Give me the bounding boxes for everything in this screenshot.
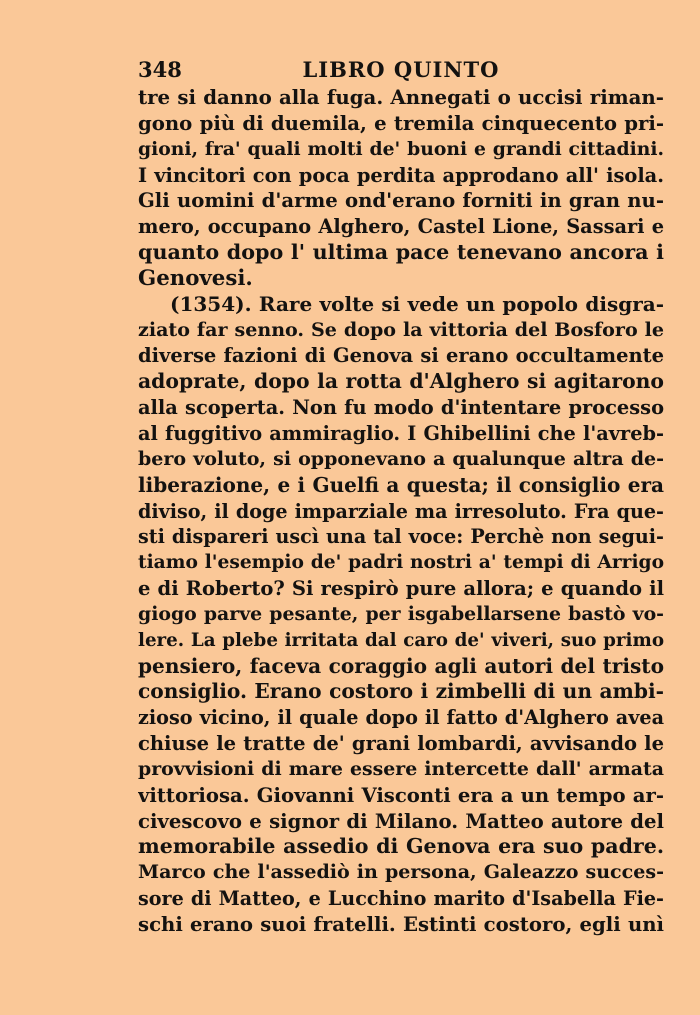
text-line: adoprate, dopo la rotta d'Alghero si agitarono bbox=[138, 369, 664, 394]
text-line: civescovo e signor di Milano. Matteo autore del bbox=[138, 809, 664, 833]
text-line: e di Roberto? Si respirò pure allora; e quando il bbox=[138, 577, 664, 601]
text-line: mero, occupano Alghero, Castel Lione, Sassari e bbox=[138, 215, 664, 239]
text-line: provvisioni di mare essere intercette dall' armata bbox=[138, 757, 664, 780]
text-line: sore di Matteo, e Lucchino marito d'Isabella Fie- bbox=[138, 887, 664, 911]
running-head bbox=[138, 55, 664, 85]
text-line: gono più di duemila, e tremila cinquecento pri- bbox=[138, 111, 664, 135]
text-line: zioso vicino, il quale dopo il fatto d'Alghero avea bbox=[138, 706, 664, 730]
text-line: Marco che l'assediò in persona, Galeazzo succes- bbox=[138, 861, 664, 884]
book-page bbox=[138, 55, 664, 938]
text-line: al fuggitivo ammiraglio. I Ghibellini che l'avreb- bbox=[138, 421, 664, 445]
text-line: chiuse le tratte de' grani lombardi, avvisando le bbox=[138, 732, 664, 756]
text-line: gioni, fra' quali molti de' buoni e grandi cittadini. bbox=[138, 137, 664, 160]
page-number: 348 bbox=[138, 57, 182, 82]
text-line: liberazione, e i Guelfi a questa; il consiglio era bbox=[138, 472, 664, 497]
text-line: I vincitori con poca perdita approdano all' isola. bbox=[138, 163, 664, 187]
text-line: bero voluto, si opponevano a qualunque altra de- bbox=[138, 447, 664, 470]
text-line: sti dispareri uscì una tal voce: Perchè non segui- bbox=[138, 525, 664, 549]
text-line: Genovesi. bbox=[138, 265, 253, 291]
text-line: lere. La plebe irritata dal caro de' viveri, suo primo bbox=[138, 629, 664, 651]
text-line: Gli uomini d'arme ond'erano forniti in gran nu- bbox=[138, 189, 664, 213]
text-line: giogo parve pesante, per isgabellarsene bastò vo- bbox=[138, 602, 664, 625]
text-line: schi erano suoi fratelli. Estinti costoro, egli unì bbox=[138, 913, 664, 936]
text-line: diviso, il doge imparziale ma irresoluto. Fra que- bbox=[138, 499, 664, 523]
body-text bbox=[138, 85, 664, 938]
text-line: tiamo l'esempio de' padri nostri a' tempi di Arrigo bbox=[138, 552, 664, 574]
text-line: diverse fazioni di Genova si erano occultamente bbox=[138, 344, 664, 368]
section-title: LIBRO QUINTO bbox=[302, 57, 500, 82]
text-line: tre si danno alla fuga. Annegati o uccisi riman- bbox=[138, 85, 664, 109]
text-line: alla scoperta. Non fu modo d'intentare processo bbox=[138, 396, 664, 420]
text-line: (1354). Rare volte si vede un popolo disgra- bbox=[170, 291, 664, 316]
text-line: consiglio. Erano costoro i zimbelli di un ambi- bbox=[138, 679, 664, 704]
text-line: pensiero, faceva coraggio agli autori del tristo bbox=[138, 653, 664, 678]
text-line: memorabile assedio di Genova era suo padre. bbox=[138, 834, 664, 859]
text-line: vittoriosa. Giovanni Visconti era a un tempo ar- bbox=[138, 783, 664, 807]
text-line: quanto dopo l' ultima pace tenevano ancora i bbox=[138, 240, 664, 265]
text-line: ziato far senno. Se dopo la vittoria del Bosforo le bbox=[138, 318, 664, 341]
